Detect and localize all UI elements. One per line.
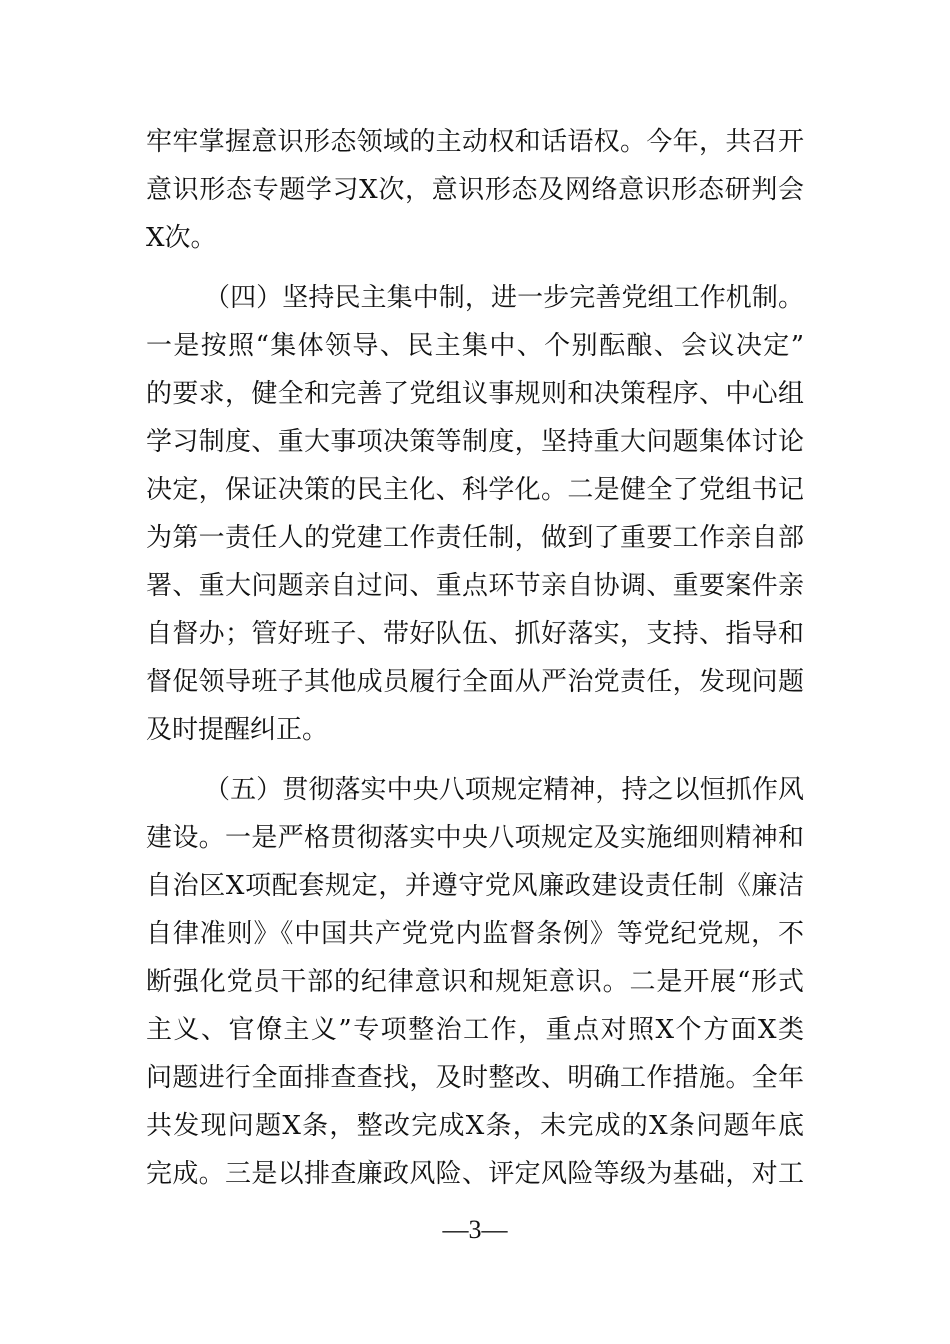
text-line: 督促领导班子其他成员履行全面从严治党责任，发现问题 bbox=[146, 667, 804, 697]
text-line: 问题进行全面排查查找，及时整改、明确工作措施。全年 bbox=[146, 1063, 804, 1093]
document-body bbox=[146, 118, 804, 1198]
paragraph-heading-line: （五）贯彻落实中央八项规定精神，持之以恒抓作风 bbox=[204, 775, 804, 805]
text-line: 决定，保证决策的民主化、科学化。二是健全了党组书记 bbox=[146, 475, 804, 505]
paragraph-2 bbox=[146, 274, 804, 754]
paragraph-1 bbox=[146, 118, 804, 262]
text-line: 为第一责任人的党建工作责任制，做到了重要工作亲自部 bbox=[146, 523, 804, 553]
text-line: 自督办；管好班子、带好队伍、抓好落实，支持、指导和 bbox=[146, 619, 804, 649]
text-line: 一是按照“集体领导、民主集中、个别酝酿、会议决定” bbox=[146, 331, 804, 361]
text-line: 署、重大问题亲自过问、重点环节亲自协调、重要案件亲 bbox=[146, 571, 804, 601]
text-line: 完成。三是以排查廉政风险、评定风险等级为基础，对工 bbox=[146, 1159, 804, 1189]
text-line: 学习制度、重大事项决策等制度，坚持重大问题集体讨论 bbox=[146, 427, 804, 457]
text-line: 自律准则》《中国共产党党内监督条例》等党纪党规，不 bbox=[146, 919, 804, 949]
text-line: 意识形态专题学习X次，意识形态及网络意识形态研判会 bbox=[146, 175, 804, 205]
text-line: 断强化党员干部的纪律意识和规矩意识。二是开展“形式 bbox=[146, 967, 804, 997]
text-line: 共发现问题X条，整改完成X条，未完成的X条问题年底 bbox=[146, 1111, 804, 1141]
page-number: —3— bbox=[442, 1215, 508, 1244]
paragraph-3 bbox=[146, 766, 804, 1198]
text-line: 建设。一是严格贯彻落实中央八项规定及实施细则精神和 bbox=[146, 823, 804, 853]
paragraph-heading-line: （四）坚持民主集中制，进一步完善党组工作机制。 bbox=[204, 283, 804, 313]
text-line: 牢牢掌握意识形态领域的主动权和话语权。今年，共召开 bbox=[146, 127, 804, 157]
text-line: X次。 bbox=[146, 223, 217, 253]
text-line: 自治区X项配套规定，并遵守党风廉政建设责任制《廉洁 bbox=[146, 871, 804, 901]
text-line: 的要求，健全和完善了党组议事规则和决策程序、中心组 bbox=[146, 379, 804, 409]
text-line: 及时提醒纠正。 bbox=[146, 715, 329, 745]
text-line: 主义、官僚主义”专项整治工作，重点对照X个方面X类 bbox=[146, 1015, 804, 1045]
